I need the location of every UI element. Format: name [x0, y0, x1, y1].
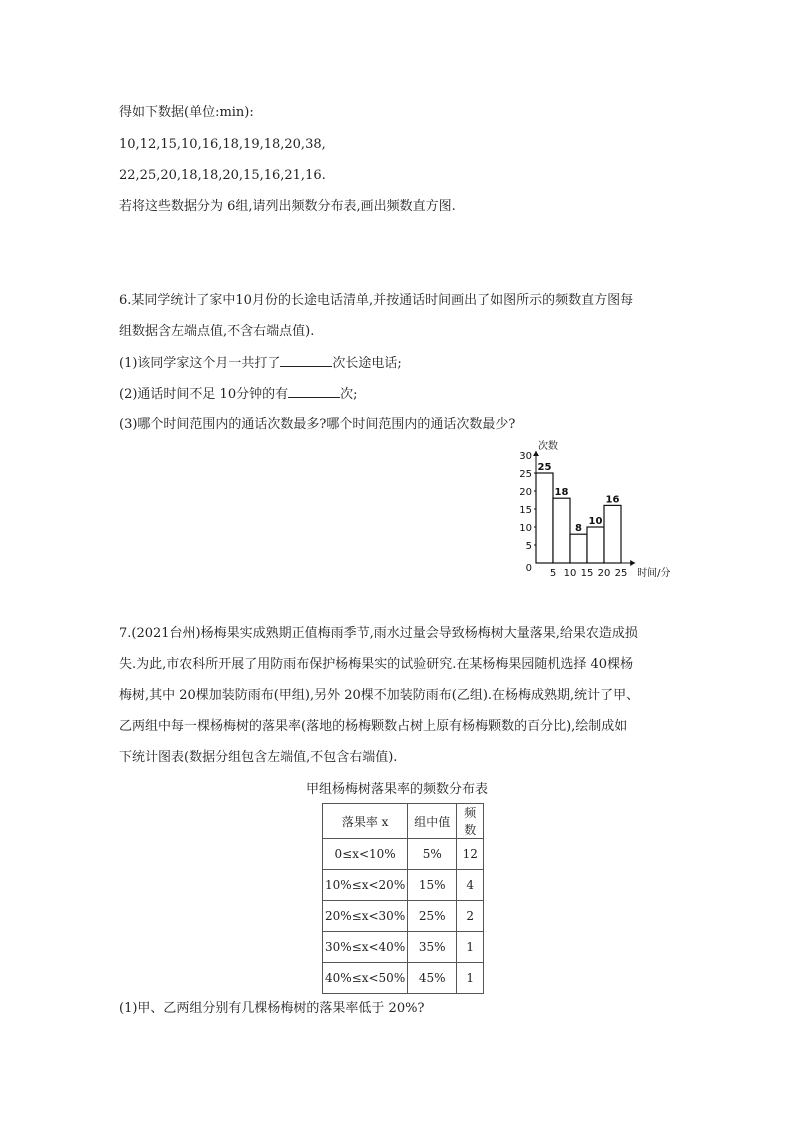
x-axis-label: 时间/分 [637, 568, 671, 579]
y-axis-label: 次数 [538, 441, 558, 452]
table-title: 甲组杨梅树落果率的频数分布表 [305, 782, 488, 797]
q6-part-2-before: (2)通话时间不足 10分钟的有 [119, 387, 289, 402]
q6-part-1-after: 次长途电话; [332, 356, 402, 371]
instruction: 若将这些数据分为 6组,请列出频数分布表,画出频数直方图. [119, 199, 456, 214]
table-cell: 5% [408, 839, 457, 870]
header-cell: 频数 [457, 804, 484, 839]
x-tick-label: 20 [597, 568, 611, 579]
table-cell: 15% [408, 870, 457, 901]
y-tick-label: 20 [519, 487, 532, 498]
table-row [323, 932, 484, 963]
table-cell: 0≤x<10% [323, 839, 408, 870]
bar-value-label: 16 [605, 494, 620, 506]
q6-text-2: 组数据含左端点值,不含右端点值). [119, 324, 315, 339]
header-cell: 组中值 [408, 804, 457, 839]
q6-text-1: 6.某同学统计了家中10月份的长途电话清单,并按通话时间画出了如图所示的频数直方图每 [119, 293, 634, 308]
table-cell: 35% [408, 932, 457, 963]
histogram-bar [553, 498, 570, 563]
table-row [323, 839, 484, 870]
table-header-row [323, 804, 484, 839]
header-cell: 落果率 x [323, 804, 408, 839]
histogram-bar [587, 527, 604, 563]
table-cell: 1 [457, 932, 484, 963]
y-tick-label: 30 [519, 451, 532, 462]
y-tick-label: 0 [525, 563, 532, 574]
q7-text-3: 梅树,其中 20棵加装防雨布(甲组),另外 20棵不加装防雨布(乙组).在杨梅成熟期,统计了甲、 [119, 688, 640, 703]
table-cell: 4 [457, 870, 484, 901]
x-tick-label: 5 [549, 568, 557, 579]
data-row-1: 10,12,15,10,16,18,19,18,20,38, [119, 137, 326, 152]
table-cell: 2 [457, 901, 484, 932]
answer-blank[interactable] [280, 354, 332, 367]
table-row [323, 901, 484, 932]
q6-part-2 [119, 385, 357, 404]
histogram-bar [536, 473, 553, 563]
table-cell: 12 [457, 839, 484, 870]
table-cell: 1 [457, 963, 484, 994]
frequency-table [322, 803, 484, 994]
y-tick-label: 10 [519, 523, 532, 534]
table-cell: 20%≤x<30% [323, 901, 408, 932]
y-tick-label: 15 [519, 505, 532, 516]
table-row [323, 963, 484, 994]
bar-value-label: 8 [575, 523, 582, 535]
q7-text-4: 乙两组中每一棵杨梅树的落果率(落地的杨梅颗数占树上原有杨梅颗数的百分比),绘制成如 [119, 719, 628, 734]
y-tick-label: 5 [525, 541, 532, 552]
bar-value-label: 10 [588, 516, 603, 527]
table-cell: 30%≤x<40% [323, 932, 408, 963]
x-axis-arrow [630, 560, 635, 566]
answer-blank[interactable] [288, 385, 340, 398]
bar-value-label: 25 [537, 462, 552, 473]
table-cell: 45% [408, 963, 457, 994]
q7-part-1: (1)甲、乙两组分别有几棵杨梅树的落果率低于 20%? [119, 1001, 425, 1016]
q7-text-2: 失.为此,市农科所开展了用防雨布保护杨梅果实的试验研究.在某杨梅果园随机选择 40棵杨 [119, 657, 634, 672]
q6-part-3: (3)哪个时间范围内的通话次数最多?哪个时间范围内的通话次数最少? [119, 417, 516, 432]
data-row-2: 22,25,20,18,18,20,15,16,21,16. [119, 168, 326, 183]
table-cell: 40%≤x<50% [323, 963, 408, 994]
histogram-bar [570, 534, 587, 563]
x-tick-label: 10 [563, 568, 577, 579]
q7-text-5: 下统计图表(数据分组包含左端值,不包含右端值). [119, 750, 398, 765]
x-tick-label: 25 [614, 568, 628, 579]
table-cell: 25% [408, 901, 457, 932]
q7-text-1: 7.(2021台州)杨梅果实成熟期正值梅雨季节,雨水过量会导致杨梅树大量落果,给果农造成损 [119, 626, 638, 641]
q6-part-1 [119, 354, 402, 373]
table-row [323, 870, 484, 901]
histogram-chart [508, 440, 708, 585]
table-cell: 10%≤x<20% [323, 870, 408, 901]
y-tick-label: 25 [519, 469, 532, 480]
q6-part-1-before: (1)该同学家这个月一共打了 [119, 356, 281, 371]
bar-value-label: 18 [554, 487, 569, 499]
q6-part-2-after: 次; [340, 387, 358, 402]
histogram-bar [604, 505, 621, 563]
x-tick-label: 15 [580, 568, 594, 579]
data-intro: 得如下数据(单位:min): [119, 105, 254, 120]
